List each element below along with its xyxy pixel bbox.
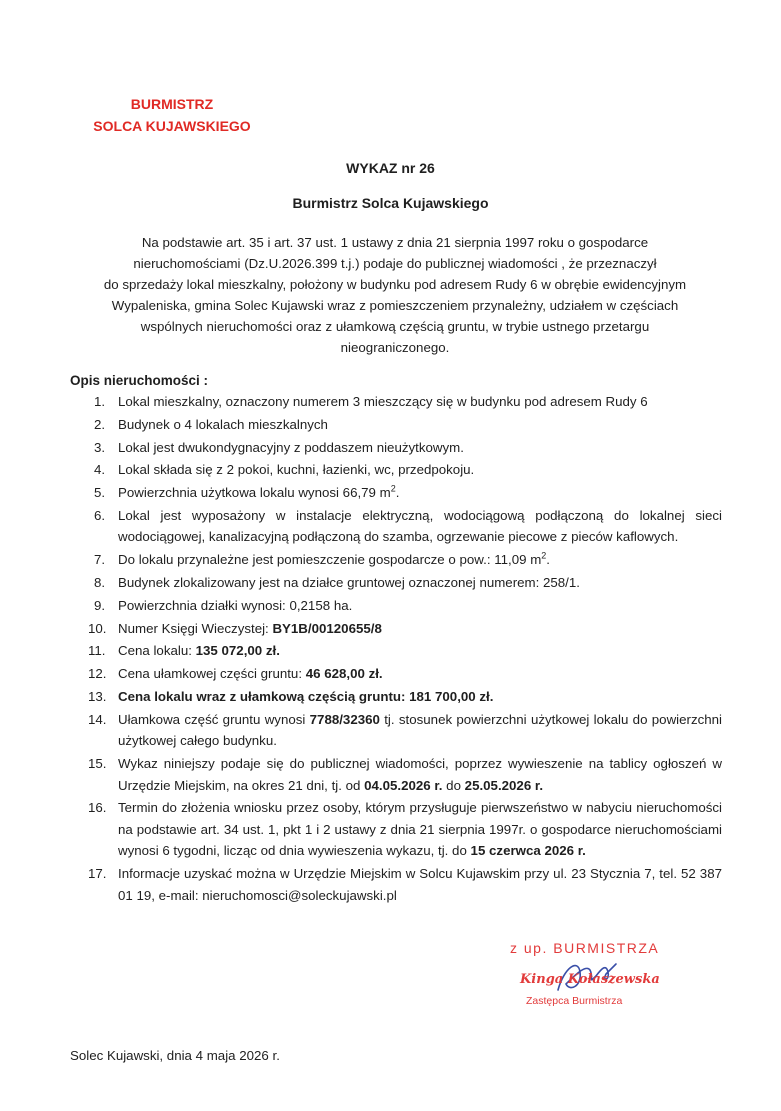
signature-stamp [480,940,700,1020]
list-item [88,618,722,640]
list-item [88,863,722,906]
list-item-text: Powierzchnia działki wynosi: 0,2158 ha. [118,597,353,613]
intro-line: nieograniczonego. [340,340,450,355]
list-item-text: tj. stosunek powierzchni użytkowej lokalu do powierzchni użytkowej całego budynku. [118,711,722,749]
list-item-number: 13. [88,689,107,705]
list-item-text: Ułamkowa część gruntu wynosi [118,711,310,727]
intro-line: nieruchomościami (Dz.U.2026.399 t.j.) podaje do publicznej wiadomości , że przeznaczył [133,256,657,271]
list-item-text: Wykaz niniejszy podaje się do publicznej wiadomości, poprzez wywieszenie na tablicy ogłoszeń w Urzędzie Miejskim, na okres 21 dni, tj. od [118,756,722,793]
list-item-text: Numer Księgi Wieczystej: [118,620,273,636]
list-item-emphasis: 7788/32360 [309,711,380,727]
list-item-number: 5. [94,485,106,501]
intro-line: Wypaleniska, gmina Solec Kujawski wraz z pomieszczeniem przynależny, udziałem w częściach [111,298,679,313]
list-item [94,572,722,594]
list-item-number: 2. [94,416,106,432]
list-item-emphasis: 15 czerwca 2026 r. [470,843,586,859]
list-item-number: 4. [94,462,106,478]
list-item [88,709,722,752]
list-item-emphasis: 135 072,00 zł. [195,643,280,659]
intro-line: wspólnych nieruchomości oraz z ułamkową częścią gruntu, w trybie ustnego przetargu [140,319,650,334]
list-item-number: 11. [88,643,106,659]
list-item-emphasis: Cena lokalu wraz z ułamkową częścią gruntu: 181 700,00 zł. [118,689,494,705]
list-item-emphasis: 25.05.2026 r. [464,777,544,793]
list-item-number: 8. [94,575,106,591]
list-item-emphasis: BY1B/00120655/8 [272,620,382,636]
issuer-line-2: SOLCA KUJAWSKIEGO [93,118,251,134]
list-item [94,459,722,481]
signatory-role: Zastępca Burmistrza [526,995,623,1007]
list-item [88,797,722,862]
list-item [88,663,722,685]
list-item-text: Lokal składa się z 2 pokoi, kuchni, łazienki, wc, przedpokoju. [118,462,475,478]
issuer-line-1: BURMISTRZ [130,96,214,112]
list-item [94,482,722,504]
stamp-authority: z up. BURMISTRZA [510,940,660,956]
list-item-number: 12. [88,666,107,682]
list-item-text: Powierzchnia użytkowa lokalu wynosi 66,79 m [118,485,391,501]
list-item-superscript: 2 [390,483,396,494]
issuer-header [72,93,272,137]
property-description-list [88,391,722,908]
list-item-number: 14. [88,711,107,727]
list-item-number: 16. [88,800,107,816]
list-item-text: Informacje uzyskać można w Urzędzie Miejskim w Solcu Kujawskim przy ul. 23 Stycznia 7, tel. 52 387 01 19, e-mail: nieruchomosci@soleckujawski.pl [118,866,722,903]
list-item [94,595,722,617]
list-item-text: Lokal jest dwukondygnacyjny z poddaszem nieużytkowym. [118,439,464,455]
list-item-number: 3. [94,439,106,455]
list-item-text: . [395,485,400,501]
list-item-text: . [546,552,550,568]
list-item-number: 10. [88,620,107,636]
list-item [94,414,722,436]
list-item [94,549,722,571]
document-title: WYKAZ nr 26 [346,160,435,176]
list-item-number: 17. [88,866,107,882]
signatory-name: Kinga Kołaszewska [520,972,660,987]
list-item-number: 7. [94,552,106,568]
list-item-text: Do lokalu przynależne jest pomieszczenie gospodarcze o pow.: 11,09 m [118,552,542,568]
section-heading: Opis nieruchomości : [70,373,209,388]
list-item [88,640,722,662]
list-item-emphasis: 04.05.2026 r. [364,777,443,793]
intro-paragraph [70,232,720,358]
list-item [88,686,722,708]
list-item-number: 1. [94,394,106,409]
list-item-text: do [442,777,465,793]
document-subtitle: Burmistrz Solca Kujawskiego [292,195,489,211]
list-item-text: Cena lokalu: [118,643,196,659]
list-item-superscript: 2 [541,550,547,561]
list-item [94,437,722,459]
place-and-date: Solec Kujawski, dnia 4 maja 2026 r. [70,1048,280,1063]
list-item-number: 6. [94,507,106,523]
list-item [94,505,722,548]
list-item-number: 15. [88,756,107,772]
intro-line: do sprzedaży lokal mieszkalny, położony w budynku pod adresem Rudy 6 w obrębie ewidencyjnym [103,277,687,292]
intro-line: Na podstawie art. 35 i art. 37 ust. 1 ustawy z dnia 21 sierpnia 1997 roku o gospodarce [141,235,649,250]
list-item-emphasis: 46 628,00 zł. [305,666,383,682]
list-item-text: Cena ułamkowej części gruntu: [118,666,306,682]
list-item-text: Lokal jest wyposażony w instalacje elektryczną, wodociągową podłączoną do lokalnej sieci wodociągowej, kanalizacyjną podłączoną do szamba, ogrzewanie piecowe z pieców kaflowych. [118,507,722,545]
list-item-text: Budynek zlokalizowany jest na działce gruntowej oznaczonej numerem: 258/1. [118,575,580,591]
list-item-number: 9. [94,597,106,613]
list-item-text: Termin do złożenia wniosku przez osoby, którym przysługuje pierwszeństwo w nabyciu nieruchomości na podstawie art. 34 ust. 1, pkt 1 i 2 ustawy z dnia 21 sierpnia 1997r. o gospodarce nieruchomościami wynosi 6 tygodni, licząc od dnia wywieszenia wykazu, tj. do [118,800,722,859]
list-item [94,391,722,413]
list-item [88,753,722,796]
list-item-text: Budynek o 4 lokalach mieszkalnych [118,416,328,432]
list-item-text: Lokal mieszkalny, oznaczony numerem 3 mieszczący się w budynku pod adresem Rudy 6 [118,394,648,409]
